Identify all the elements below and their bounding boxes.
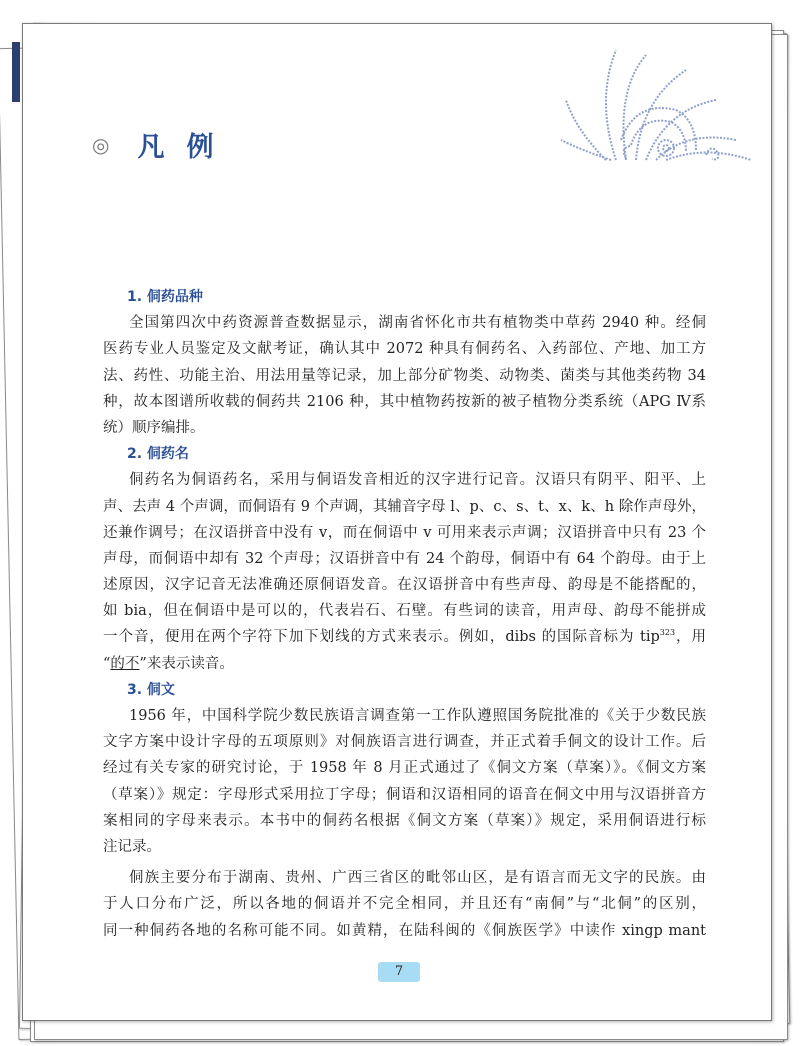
text-line: 述原因，汉字记音无法准确还原侗语发音。在汉语拼音中有些声母、韵母是不能搭配的， bbox=[103, 577, 706, 594]
text-line: 种，故本图谱所收载的侗药共 2106 种，其中植物药按新的被子植物分类系统（APG Ⅳ系 bbox=[103, 393, 706, 410]
text-line: 文字方案中设计字母的五项原则》对侗族语言进行调查，并正式着手侗文的设计工作。后 bbox=[103, 734, 706, 751]
text-line bbox=[103, 624, 706, 650]
text-line: （草案）》规定：字母形式采用拉丁字母；侗语和汉语相同的语音在侗文中用与汉语拼音方 bbox=[103, 786, 706, 803]
text-segment: ，用 bbox=[675, 629, 706, 646]
bullet-icon: ◎ bbox=[92, 132, 110, 157]
text-line: 经过有关专家的研究讨论，于 1958 年 8 月正式通过了《侗文方案（草案）》。《侗文方案 bbox=[103, 760, 706, 777]
text-line: “的不”来表示读音。 bbox=[103, 655, 234, 672]
section-header: 3. 侗文 bbox=[127, 681, 175, 698]
text-line: 声母，而侗语中却有 32 个声母；汉语拼音中有 24 个韵母，侗语中有 64 个韵母。由于上 bbox=[103, 550, 706, 567]
floral-ornament-icon bbox=[556, 40, 756, 166]
back-sheet-edge bbox=[12, 42, 20, 102]
text-line: 于人口分布广泛，所以各地的侗语并不完全相同，并且还有“南侗”与“北侗”的区别， bbox=[103, 896, 706, 913]
section-header: 2. 侗药名 bbox=[127, 446, 189, 463]
superscript: 323 bbox=[659, 628, 676, 638]
text-line: 统）顺序编排。 bbox=[103, 419, 205, 436]
text-line: 还兼作调号；在汉语拼音中没有 v，而在侗语中 v 可用来表示声调；汉语拼音中只有 23 个 bbox=[103, 524, 706, 541]
title-text: 凡例 bbox=[137, 132, 236, 163]
document-body bbox=[103, 284, 706, 944]
text-line: 同一种侗药各地的名称可能不同。如黄精，在陆科闽的《侗族医学》中读作 xingp mant bbox=[103, 922, 706, 939]
text-line: 侗药名为侗语药名，采用与侗语发音相近的汉字进行记音。汉语只有阴平、阳平、上 bbox=[129, 472, 706, 489]
text-line: 侗族主要分布于湖南、贵州、广西三省区的毗邻山区，是有语言而无文字的民族。由 bbox=[129, 870, 706, 887]
text-line: 医药专业人员鉴定及文献考证，确认其中 2072 种具有侗药名、入药部位、产地、加工方 bbox=[103, 341, 706, 358]
text-line: 注记录。 bbox=[103, 838, 161, 855]
section-header: 1. 侗药品种 bbox=[127, 289, 203, 305]
text-line: 声、去声 4 个声调，而侗语有 9 个声调，其辅音字母 l、p、c、s、t、x、k、h 除作声母外， bbox=[103, 498, 706, 515]
text-line: 如 bia，但在侗语中是可以的，代表岩石、石壁。有些词的读音，用声母、韵母不能拼成 bbox=[103, 603, 706, 620]
text-line: 法、药性、功能主治、用法用量等记录，加上部分矿物类、动物类、菌类与其他类药物 34 bbox=[103, 367, 706, 384]
page-number: 7 bbox=[378, 962, 420, 982]
text-segment: 一个音，便用在两个字符下加下划线的方式来表示。例如，dibs 的国际音标为 tip bbox=[103, 629, 660, 646]
text-line: 1956 年，中国科学院少数民族语言调查第一工作队遵照国务院批准的《关于少数民族 bbox=[129, 708, 706, 724]
underlined-text: 的不 bbox=[110, 655, 140, 672]
page-title bbox=[92, 125, 235, 164]
text-line: 案相同的字母来表示。本书中的侗药名根据《侗文方案（草案）》规定，采用侗语进行标 bbox=[103, 812, 706, 829]
text-line: 全国第四次中药资源普查数据显示，湖南省怀化市共有植物类中草药 2940 种。经侗 bbox=[129, 315, 706, 332]
